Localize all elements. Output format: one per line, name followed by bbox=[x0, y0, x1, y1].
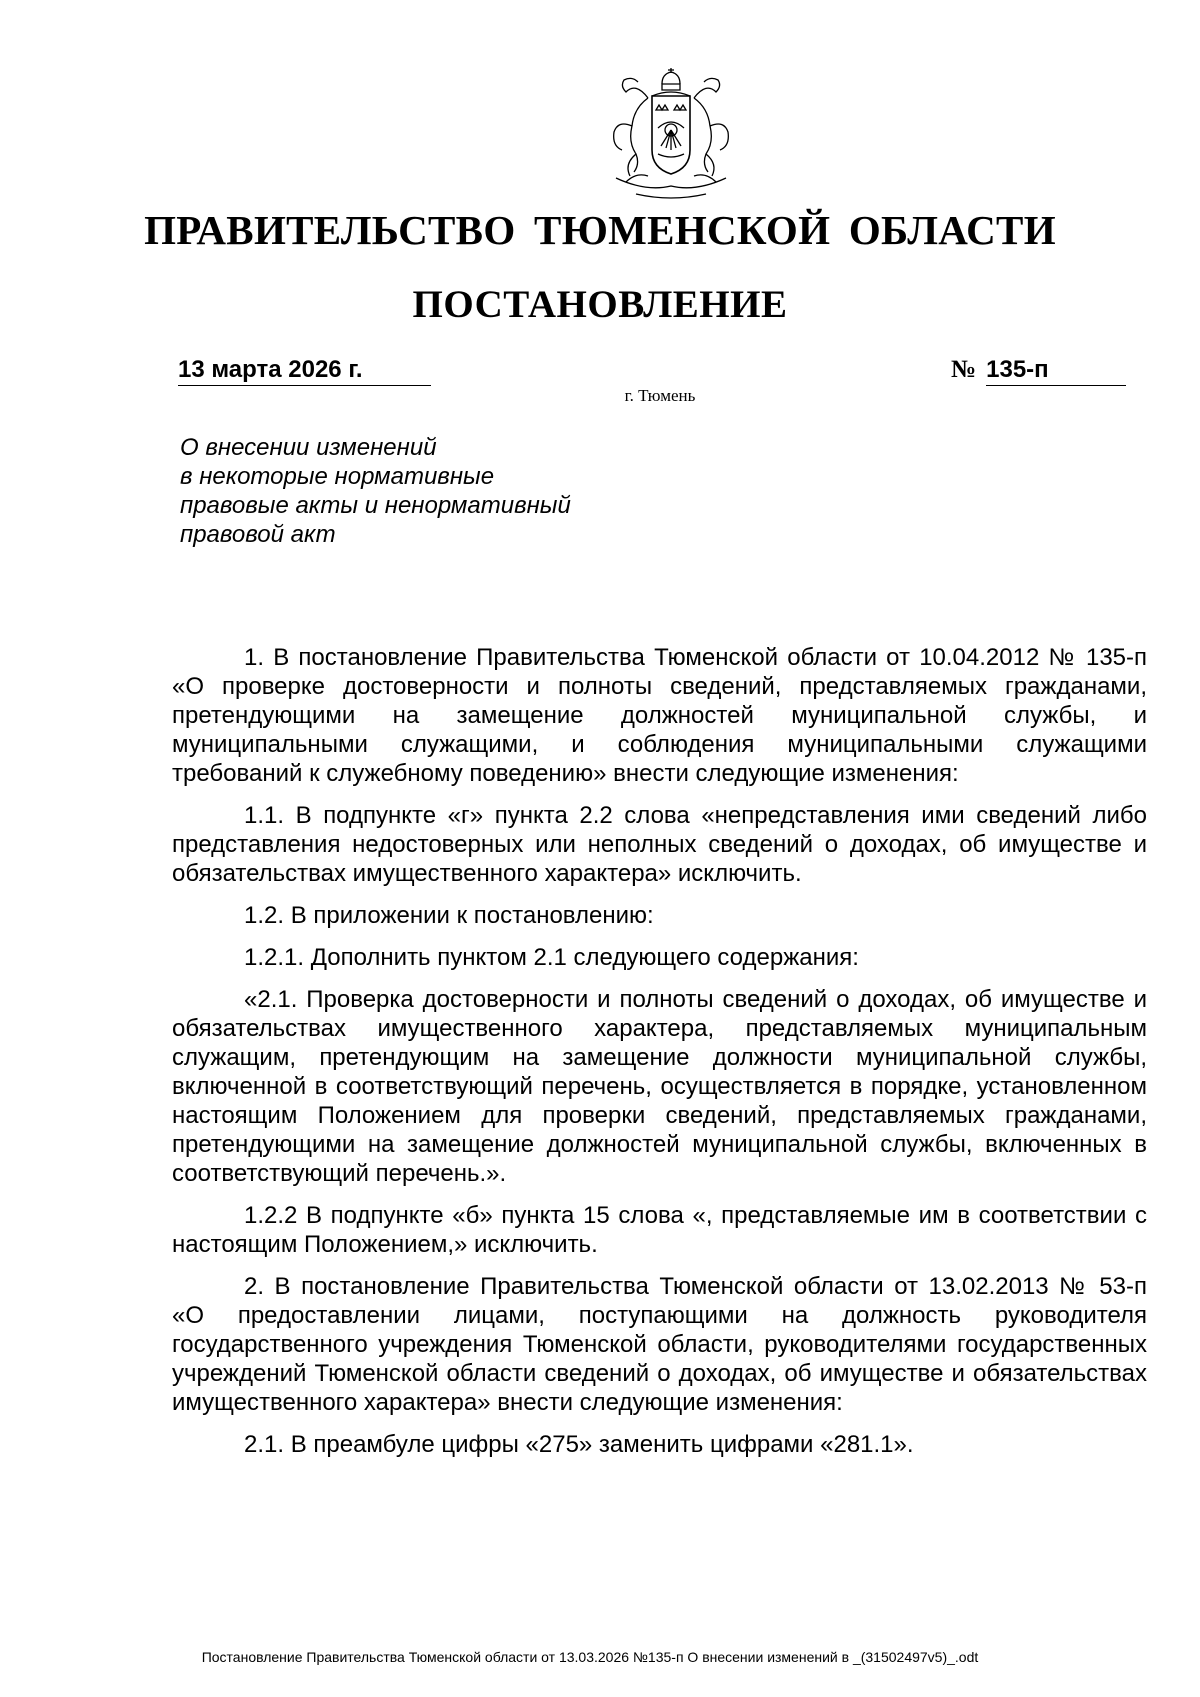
subject-line: правовой акт bbox=[180, 521, 336, 548]
subject-line: правовые акты и ненормативный bbox=[180, 492, 571, 519]
number-value: 135-п bbox=[986, 356, 1126, 386]
page-footer: Постановление Правительства Тюменской области от 13.03.2026 №135-п О внесении изменений в _(31502497v5)_.odt bbox=[201, 1649, 979, 1665]
subject-line: О внесении изменений bbox=[180, 434, 437, 461]
organization-title: ПРАВИТЕЛЬСТВО ТЮМЕНСКОЙ ОБЛАСТИ bbox=[144, 207, 1056, 253]
body-paragraph: 1.2.2 В подпункте «б» пункта 15 слова «, представляемые им в соответствии с настоящим Положением,» исключить. bbox=[172, 1202, 1147, 1258]
document-date: 13 марта 2026 г. bbox=[178, 356, 431, 386]
document-subject bbox=[180, 433, 650, 549]
document-body bbox=[172, 643, 1147, 1472]
body-paragraph: 1.1. В подпункте «г» пункта 2.2 слова «непредставления ими сведений либо представления недостоверных или неполных сведений о доходах, об имуществе и обязательствах имущественного характера» исключить. bbox=[172, 802, 1147, 887]
city: г. Тюмень bbox=[624, 386, 696, 405]
body-paragraph: 2. В постановление Правительства Тюменской области от 13.02.2013 № 53-п «О предоставлении лицами, поступающими на должность руководителя государственного учреждения Тюменской области, руководителями государственных учреждений Тюменской области сведений о доходах, об имуществе и обязательствах имущественного характера» внести следующие изменения: bbox=[172, 1273, 1147, 1416]
document-number bbox=[951, 356, 1134, 386]
body-paragraph: 1.2. В приложении к постановлению: bbox=[244, 902, 654, 929]
coat-of-arms-icon bbox=[596, 68, 746, 200]
body-paragraph: 1.2.1. Дополнить пунктом 2.1 следующего содержания: bbox=[244, 944, 859, 971]
document-type: ПОСТАНОВЛЕНИЕ bbox=[412, 283, 788, 326]
body-paragraph: «2.1. Проверка достоверности и полноты сведений о доходах, об имуществе и обязательствах имущественного характера, представляемых муниципальным служащим, претендующим на замещение должности муниципальной службы, включенной в соответствующий перечень, осуществляется в порядке, установленном настоящим Положением для проверки сведений, представляемых гражданами, претендующими на замещение должностей муниципальной службы, включенных в соответствующий перечень.». bbox=[172, 986, 1147, 1187]
body-paragraph: 2.1. В преамбуле цифры «275» заменить цифрами «281.1». bbox=[244, 1431, 914, 1458]
body-paragraph: 1. В постановление Правительства Тюменской области от 10.04.2012 № 135-п «О проверке достоверности и полноты сведений, представляемых гражданами, претендующими на замещение должностей муниципальной службы, и муниципальными служащими, и соблюдения муниципальными служащими требований к служебному поведению» внести следующие изменения: bbox=[172, 644, 1147, 787]
number-sign: № bbox=[951, 356, 977, 383]
subject-line: в некоторые нормативные bbox=[180, 463, 495, 490]
